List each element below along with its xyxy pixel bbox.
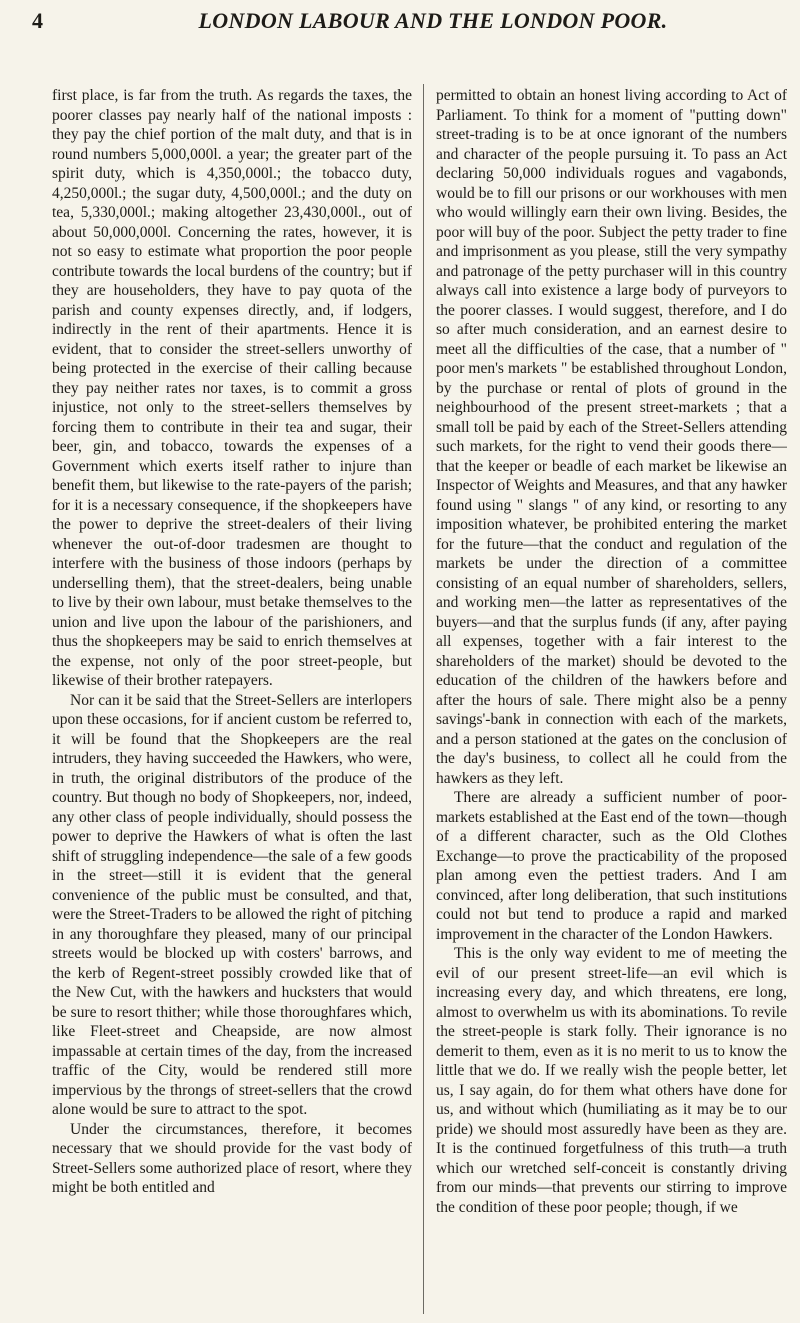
- page-number: 4: [32, 8, 43, 33]
- paragraph: permitted to obtain an honest living according to Act of Parliament. To think for a moment of "putting down" street-trading is to be at once ignorant of the numbers and character of the people pursuing it. To pass an Act declaring 50,000 individuals rogues and vagabonds, would be to fill our prisons or our workhouses with men who would willingly earn their own living. Besides, the poor will buy of the poor. Subject the petty trader to fine and imprisonment as you please, still the very sympathy and patronage of the petty purchaser will in this country always call into existence a large body of purveyors to the poorer classes. I would suggest, therefore, and I do so after much consideration, and an earnest desire to meet all the difficulties of the case, that a number of " poor men's markets " be established throughout London, by the purchase or rental of plots of ground in the neighbourhood of the present street-markets ; that a small toll be paid by each of the Street-Sellers attending such markets, for the right to vend their goods there— that the keeper or beadle of each market be likewise an Inspector of Weights and Measures, and that any hawker found using " slangs " of any kind, or resorting to any imposition whatever, be prohibited entering the market for the future—that the conduct and regulation of the markets be under the direction of a committee consisting of an equal number of shareholders, sellers, and working men—the latter as representatives of the buyers—and that the surplus funds (if any, after paying all expenses, together with a fair interest to the shareholders of the market) should be devoted to the education of the children of the hawkers before and after the hours of sale. There might also be a penny savings'-bank in connection with each of the markets, and a person stationed at the gates on the conclusion of the day's business, to collect all he could from the hawkers as they left.: [436, 87, 787, 787]
- right-column: [436, 86, 787, 1316]
- paragraph: first place, is far from the truth. As regards the taxes, the poorer classes pay nearly half of the national imposts : they pay the chief portion of the malt duty, and that is in round numbers 5,000,000l. a year; the greater part of the spirit duty, which is 4,350,000l.; the tobacco duty, 4,250,000l.; the sugar duty, 4,500,000l.; and the duty on tea, 5,330,000l.; making altogether 23,430,000l., out of about 50,000,000l. Concerning the rates, however, it is not so easy to estimate what proportion the poor people contribute towards the local burdens of the country; but if they are householders, they have to pay quota of the parish and county expenses directly, and, if lodgers, indirectly in the rent of their apartments. Hence it is evident, that to consider the street-sellers unworthy of being protected in the exercise of their calling because they pay neither rates nor taxes, is to commit a gross injustice, not only to the street-sellers themselves by forcing them to contribute in their tea and sugar, their beer, gin, and tobacco, towards the expenses of a Government which exerts itself rather to injure than benefit them, but likewise to the rate-payers of the parish; for it is a necessary consequence, if the shopkeepers have the power to deprive the street-dealers of their living whenever the out-of-door tradesmen are thought to interfere with the business of those indoors (perhaps by underselling them), that the street-dealers, being unable to live by their own labour, must betake themselves to the union and live upon the labour of the parishioners, and thus the shopkeepers may be said to enrich themselves at the expense, not only of the poor street-people, but likewise of their brother ratepayers.: [52, 87, 412, 689]
- page-header: [32, 8, 762, 44]
- left-column: [52, 86, 412, 1316]
- paragraph: This is the only way evident to me of meeting the evil of our present street-life—an evil which is increasing every day, and which threatens, ere long, almost to overwhelm us with its abominations. To revile the street-people is stark folly. Their ignorance is no demerit to them, even as it is no merit to us to know the little that we do. If we really wish the people better, let us, I say again, do for them what others have done for us, and without which (humiliating as it may be to our pride) we should most assuredly have been as they are. It is the continued forgetfulness of this truth—a truth which our wretched self-conceit is constantly driving from our minds—that prevents our stirring to improve the condition of these poor people; though, if we: [436, 945, 787, 1216]
- column-divider: [423, 84, 424, 1314]
- running-head: LONDON LABOUR AND THE LONDON POOR.: [198, 8, 668, 33]
- paragraph: There are already a sufficient number of poor-markets established at the East end of the town—though of a different character, such as the Old Clothes Exchange—to prove the practicability of the proposed plan among even the pettiest traders. And I am convinced, after long deliberation, that such institutions could not but tend to produce a rapid and marked improvement in the character of the London Hawkers.: [436, 789, 787, 943]
- paragraph: Under the circumstances, therefore, it becomes necessary that we should provide for the vast body of Street-Sellers some authorized place of resort, where they might be both entitled and: [52, 1120, 412, 1196]
- paragraph: Nor can it be said that the Street-Sellers are interlopers upon these occasions, for if ancient custom be referred to, it will be found that the Shopkeepers are the real intruders, they having succeeded the Hawkers, who were, in truth, the original distributors of the produce of the country. But though no body of Shopkeepers, nor, indeed, any other class of people individually, should possess the power to deprive the Hawkers of what is often the last shift of struggling independence—the sale of a few goods in the street—still it is evident that the general convenience of the public must be consulted, and that, were the Street-Traders to be allowed the right of pitching in any thoroughfare they pleased, many of our principal streets would be blocked up with costers' barrows, and the kerb of Regent-street possibly crowded like that of the New Cut, with the hawkers and hucksters that would be sure to resort thither; while those thoroughfares which, like Fleet-street and Cheapside, are now almost impassable at certain times of the day, from the increased traffic of the City, would be rendered still more impervious by the throngs of street-sellers that the crowd alone would be sure to attract to the spot.: [52, 691, 412, 1118]
